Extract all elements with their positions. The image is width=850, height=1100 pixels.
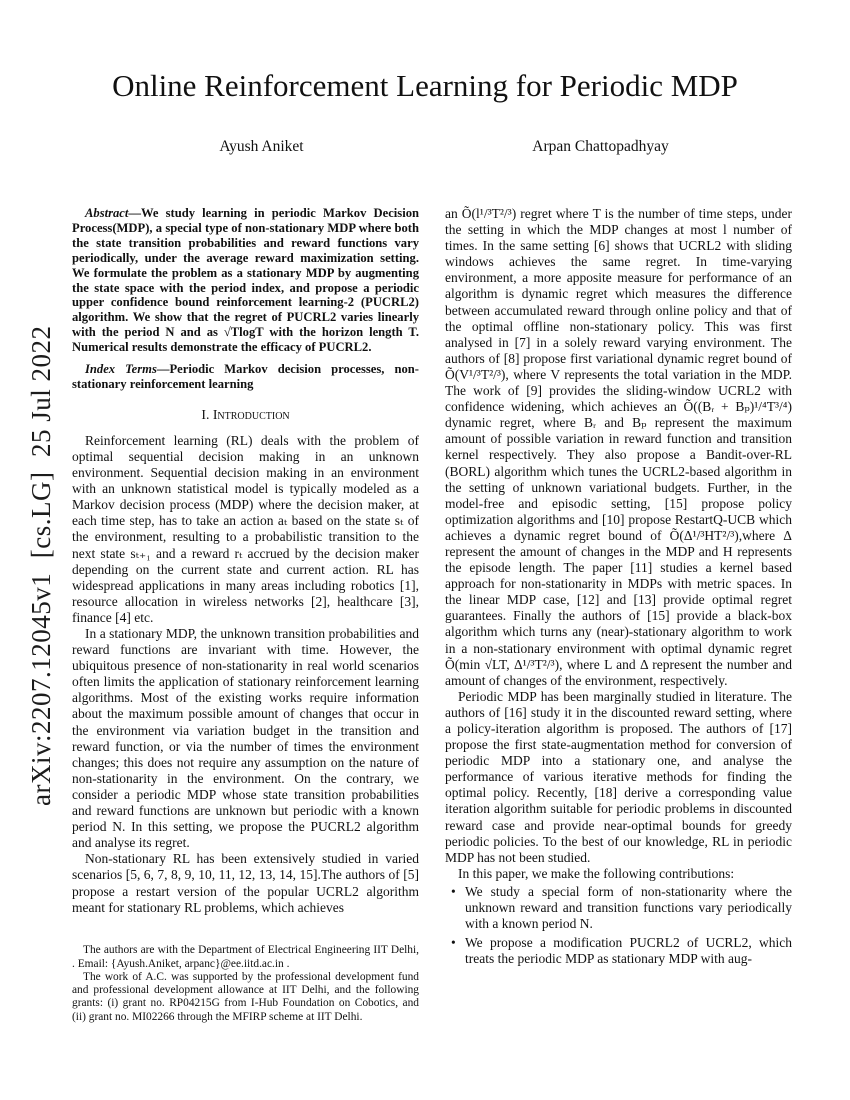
author-name-2: Arpan Chattopadhyay (532, 138, 669, 155)
abstract-lead: Abstract (85, 206, 129, 220)
paper-title: Online Reinforcement Learning for Periodic MDP (112, 68, 738, 103)
abstract-text: —We study learning in periodic Markov Decision Process(MDP), a special type of non-stationary MDP where both the state transition probabilities and reward functions vary periodically, under the average reward maximization setting. We formulate the problem as a stationary MDP by augmenting the state space with the period index, and propose a periodic upper confidence bound reinforcement learning-2 (PUCRL2) algorithm. We show that the regret of PUCRL2 varies linearly with the period N and as √TlogT with the horizon length T. Numerical results demonstrate the efficacy of PUCRL2. (72, 206, 419, 355)
bullet-icon: • (451, 883, 456, 899)
left-column-text (72, 433, 419, 916)
contributions-intro: In this paper, we make the following contributions: (458, 865, 735, 881)
right-column (445, 206, 792, 1024)
paragraph: In a stationary MDP, the unknown transition probabilities and reward functions are invariant with time. However, the ubiquitous presence of non-stationarity in real world scenarios often limits the application of stationary reinforcement learning algorithms. Most of the existing works require information about the maximum possible amount of changes that occur in the environment via variation budget in the transition and reward function, or via the number of times the environment changes; this does not require any assumption on the nature of non-stationarity in the environment. On the contrary, we consider a periodic MDP whose state transition probabilities and reward functions are unknown but periodic with a known period N. In this setting, we propose the PUCRL2 algorithm and analyse its regret. (72, 626, 419, 851)
footnote-funding: The work of A.C. was supported by the professional development fund and professional development allowance at IIT Delhi, and the following grants: (i) grant no. RP04215G from I-Hub Foundation on Cobotics, and (ii) grant no. MI02266 through the MFIRP scheme at IIT Delhi. (72, 970, 419, 1023)
contribution-item (451, 884, 792, 932)
left-column (72, 206, 419, 1024)
section-heading-introduction: I. Introduction (201, 406, 290, 422)
author-name-1: Ayush Aniket (219, 138, 304, 155)
paragraph: Non-stationary RL has been extensively studied in varied scenarios [5, 6, 7, 8, 9, 10, 11, 12, 13, 14, 15].The authors of [5] propose a restart version of the popular UCRL2 algorithm meant for stationary RL problems, which achieves (72, 851, 419, 915)
arxiv-watermark: arXiv:2207.12045v1 [cs.LG] 25 Jul 2022 (26, 325, 56, 806)
author-footnote-block (72, 944, 419, 1024)
contribution-text: We propose a modification PUCRL2 of UCRL2, which treats the periodic MDP as stationary MDP with aug- (465, 935, 792, 967)
two-column-body (0, 206, 850, 1024)
bullet-icon: • (451, 935, 456, 951)
abstract-paragraph (72, 206, 419, 355)
contribution-item (451, 935, 792, 967)
index-terms-lead: Index Terms (85, 362, 157, 377)
index-terms-text: —Periodic Markov decision processes, non-stationary reinforcement learning (72, 362, 419, 391)
index-terms-paragraph (72, 362, 419, 392)
paragraph: an Õ(l¹/³T²/³) regret where T is the number of time steps, under the setting in which the MDP changes at most l number of times. In the same setting [6] shows that UCRL2 with sliding windows achieves the same regret. In time-varying environment, a more apposite measure for performance of an algorithm is dynamic regret which measures the difference between accumulated reward through online policy and that of the optimal offline non-stationary policy. This was first analysed in [7] in a solely reward varying environment. The authors of [8] propose first variational dynamic regret bound of Õ(V¹/³T²/³), where V represents the total variation in the MDP. The work of [9] provides the sliding-window UCRL2 with confidence widening, which achieves an Õ((Bᵣ + Bₚ)¹/⁴T³/⁴) dynamic regret, where Bᵣ and Bₚ represent the maximum amount of possible variation in reward function and transition kernel respectively. They also propose a Bandit-over-RL (BORL) algorithm which tunes the UCRL2-based algorithm in the setting of unknown variational budgets. Further, in the model-free and episodic setting, [15] propose policy optimization algorithms and [10] propose RestartQ-UCB which achieves a dynamic regret bound of Õ(Δ¹/³HT²/³),where Δ represent the amount of changes in the MDP and H represents the episode length. The paper [11] studies a kernel based approach for non-stationarity in MDPs with metric spaces. In the linear MDP case, [12] and [13] provide optimal regret guarantees. Finally the authors of [15] provide a black-box algorithm which turns any (near)-stationary algorithm to work in a non-stationary environment with optimal dynamic regret Õ(min √LT, Δ¹/³T²/³), where L and Δ represent the number and amount of changes of the environment, respectively. (445, 206, 792, 688)
contribution-text: We study a special form of non-stationarity where the unknown reward and transition functions vary periodically with a known period N. (465, 883, 792, 932)
author-row (92, 138, 770, 156)
footnote-affiliation: The authors are with the Department of Electrical Engineering IIT Delhi, . Email: {Ayush.Aniket, arpanc}@ee.iitd.ac.in . (72, 944, 419, 970)
paragraph: Reinforcement learning (RL) deals with the problem of optimal sequential decision making in an unknown environment. Sequential decision making in an environment with an unknown statistical model is typically modeled as a Markov decision process (MDP) where the decision maker, at each time step, has to take an action aₜ based on the state sₜ of the environment, resulting to a probabilistic transition to the next state sₜ₊₁ and a reward rₜ accrued by the decision maker depending on the current state and current action. RL has widespread applications in many areas including robotics [1], resource allocation in wireless networks [2], healthcare [3], finance [4] etc. (72, 432, 419, 625)
paragraph: Periodic MDP has been marginally studied in literature. The authors of [16] study it in the discounted reward setting, where a policy-iteration algorithm is proposed. The authors of [17] propose the first state-augmentation method for conversion of periodic MDP into a stationary one, and analyse the performance of various iterative methods for finding the optimal policy. Recently, [18] derive a corresponding value iteration algorithm suitable for periodic problems in discounted reward case and provide near-optimal bounds for greedy periodic policies. To the best of our knowledge, RL in periodic MDP has not been studied. (445, 688, 792, 865)
